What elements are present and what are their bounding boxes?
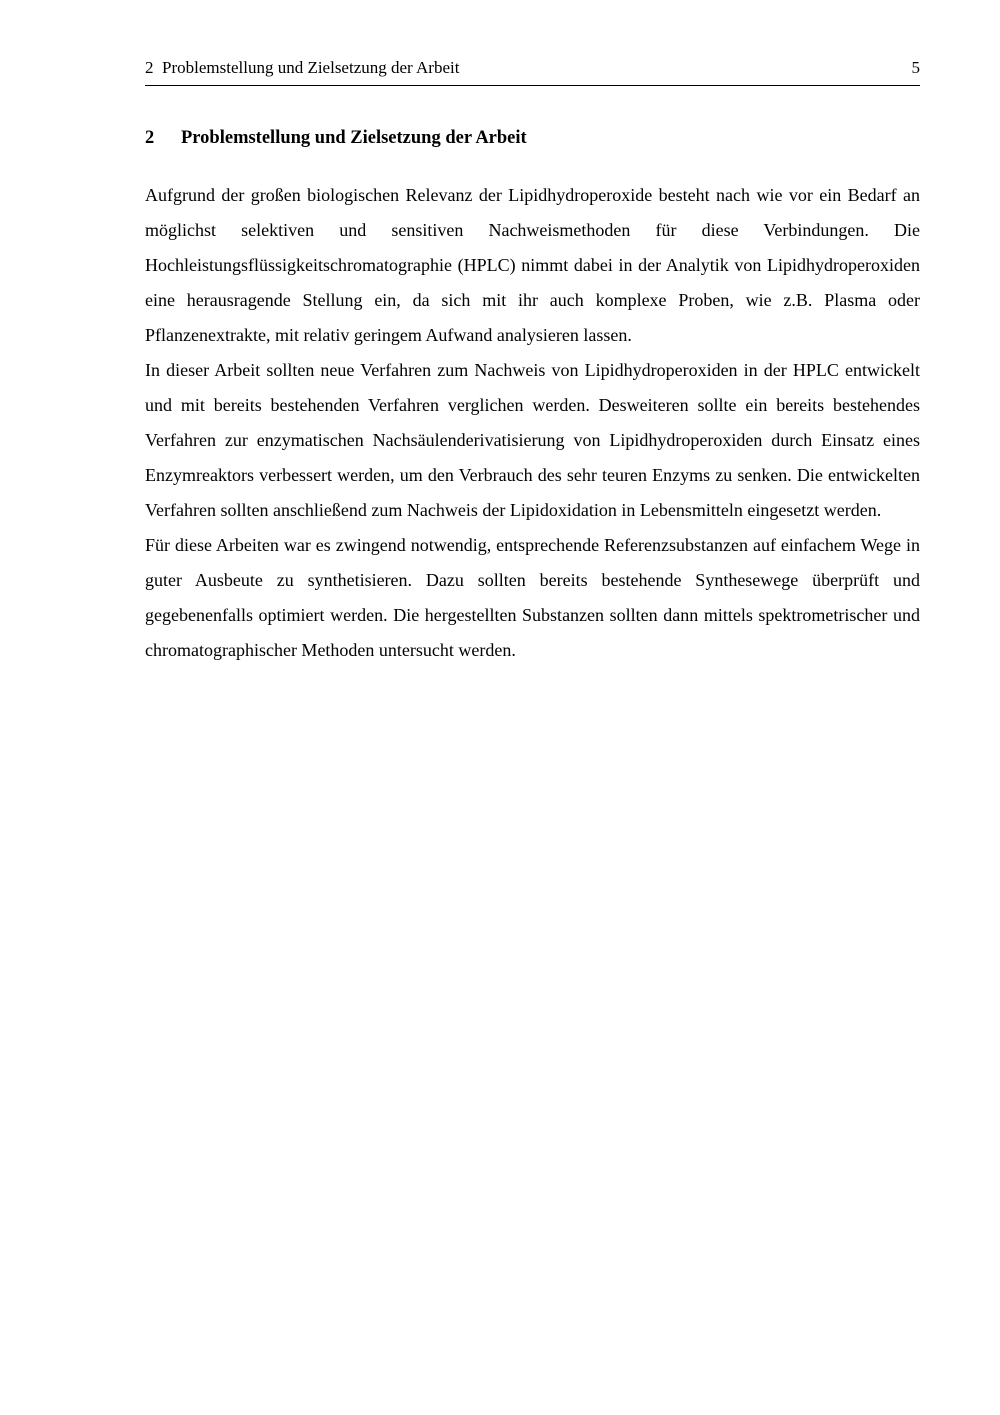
paragraph: Für diese Arbeiten war es zwingend notwendig, entsprechende Referenzsubstanzen auf einfachem Wege in guter Ausbeute zu synthetisieren. Dazu sollten bereits bestehende Synthesewege überprüft und gegebenenfalls optimiert werden. Die hergestellten Substanzen sollten dann mittels spektrometrischer und chromatographischer Methoden untersucht werden. — [145, 535, 920, 660]
paragraph: In dieser Arbeit sollten neue Verfahren zum Nachweis von Lipidhydroperoxiden in der HPLC entwickelt und mit bereits bestehenden Verfahren verglichen werden. Desweiteren sollte ein bereits bestehendes Verfahren zur enzymatischen Nachsäulenderivatisierung von Lipidhydroperoxiden durch Einsatz eines Enzymreaktors verbessert werden, um den Verbrauch des sehr teuren Enzyms zu senken. Die entwickelten Verfahren sollten anschließend zum Nachweis der Lipidoxidation in Lebensmitteln eingesetzt werden. — [145, 360, 920, 520]
body-text — [145, 178, 920, 668]
section-number: 2 — [145, 128, 155, 148]
page-number: 5 — [911, 58, 920, 77]
running-header-title: 2 Problemstellung und Zielsetzung der Arbeit — [145, 58, 460, 77]
section-title: Problemstellung und Zielsetzung der Arbeit — [181, 128, 527, 148]
page-header — [145, 58, 920, 86]
paragraph: Aufgrund der großen biologischen Relevanz der Lipidhydroperoxide besteht nach wie vor ein Bedarf an möglichst selektiven und sensitiven Nachweismethoden für diese Verbindungen. Die Hochleistungsflüssigkeitschromatographie (HPLC) nimmt dabei in der Analytik von Lipidhydroperoxiden eine herausragende Stellung ein, da sich mit ihr auch komplexe Proben, wie z.B. Plasma oder Pflanzenextrakte, mit relativ geringem Aufwand analysieren lassen. — [145, 185, 920, 345]
section-heading — [145, 126, 920, 150]
